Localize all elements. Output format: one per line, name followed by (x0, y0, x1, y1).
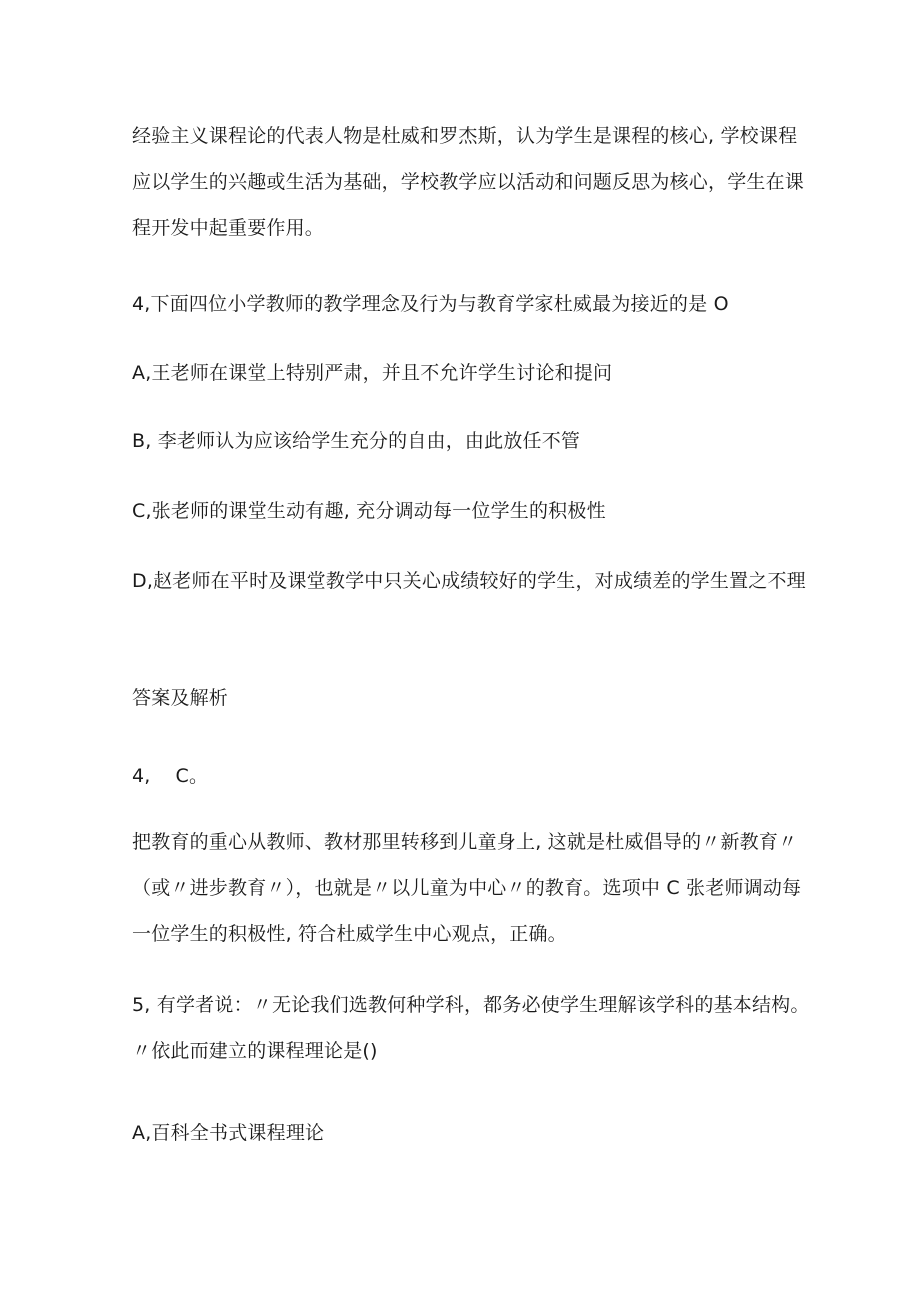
question-4-option-b: B, 李老师认为应该给学生充分的自由，由此放任不管 (132, 430, 581, 452)
intro-explanation: 经验主义课程论的代表人物是杜威和罗杰斯，认为学生是课程的核心, 学校课程应以学生的兴趣或生活为基础，学校教学应以活动和问题反思为核心，学生在课程开发中起重要作用。 (132, 125, 805, 239)
question-4-answer: 4, C。 (132, 765, 209, 787)
question-4-option-a: A,王老师在课堂上特别严肃，并且不允许学生讨论和提问 (132, 362, 613, 384)
question-5-option-a: A,百科全书式课程理论 (132, 1122, 325, 1144)
question-4-option-c: C,张老师的课堂生动有趣, 充分调动每一位学生的积极性 (132, 500, 606, 522)
question-4-stem: 4,下面四位小学教师的教学理念及行为与教育学家杜威最为接近的是 O (132, 293, 729, 315)
answer-heading: 答案及解析 (132, 687, 229, 709)
question-4-explanation: 把教育的重心从教师、教材那里转移到儿童身上, 这就是杜威倡导的〃新教育〃（或〃进步教育〃），也就是〃以儿童为中心〃的教育。选项中 C 张老师调动每一位学生的积极性, 符合杜威学生中心观点，正确。 (132, 831, 802, 945)
question-4-option-d: D,赵老师在平时及课堂教学中只关心成绩较好的学生，对成绩差的学生置之不理 (132, 570, 806, 592)
question-5-stem: 5, 有学者说：〃无论我们选教何种学科，都务必使学生理解该学科的基本结构。〃依此而建立的课程理论是() (132, 994, 810, 1062)
